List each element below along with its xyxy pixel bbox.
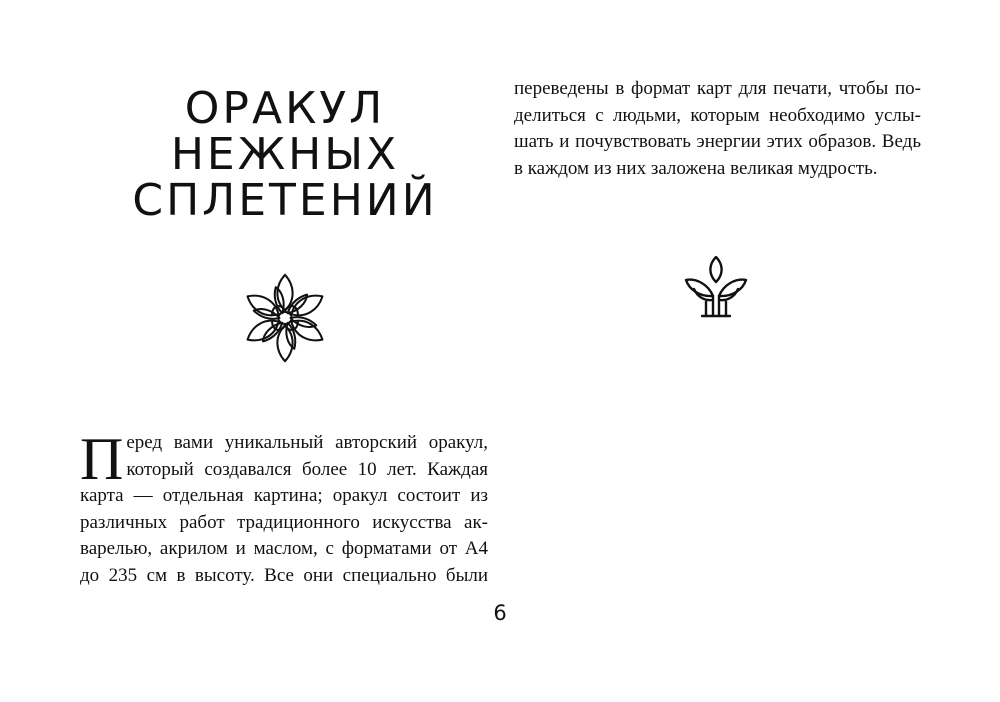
- text-line: различных работ традиционного искусства ак-: [80, 511, 488, 533]
- text-line: карта — отдельная картина; оракул состоит из: [80, 485, 488, 507]
- outer-petals: [244, 275, 326, 361]
- text-column-left: [80, 426, 488, 590]
- flower-ornament-icon: [239, 272, 331, 364]
- sprout-left-leaf: [686, 280, 713, 296]
- sprout-right-leaf: [719, 280, 746, 296]
- title-line-1: ОРАКУЛ: [184, 83, 386, 134]
- text-line: в каждом из них заложена великая мудрость.: [514, 157, 878, 179]
- text-line: переведены в формат карт для печати, чтобы по-: [514, 78, 921, 99]
- text-line: делиться с людьми, которым необходимо услы-: [514, 104, 921, 126]
- title-line-2: НЕЖНЫХ: [170, 129, 400, 180]
- text-line: который создавался более 10 лет. Каждая: [126, 458, 488, 480]
- drop-cap: П: [80, 426, 124, 492]
- sprout-top-leaf: [710, 257, 721, 282]
- text-line: еред вами уникальный авторский оракул,: [126, 432, 488, 453]
- text-line: до 235 см в высоту. Все они специально были: [80, 564, 488, 586]
- text-column-right: [514, 76, 921, 182]
- page-number: 6: [493, 601, 507, 625]
- text-line: шать и почувствовать энергии этих образов. Ведь: [514, 131, 921, 153]
- text-line: варелью, акрилом и маслом, с форматами от А4: [80, 538, 488, 560]
- title-line-3: СПЛЕТЕНИЙ: [132, 175, 438, 226]
- sprout-ornament-icon: [684, 256, 748, 318]
- page-title: [90, 83, 480, 226]
- inner-petals: [254, 286, 317, 349]
